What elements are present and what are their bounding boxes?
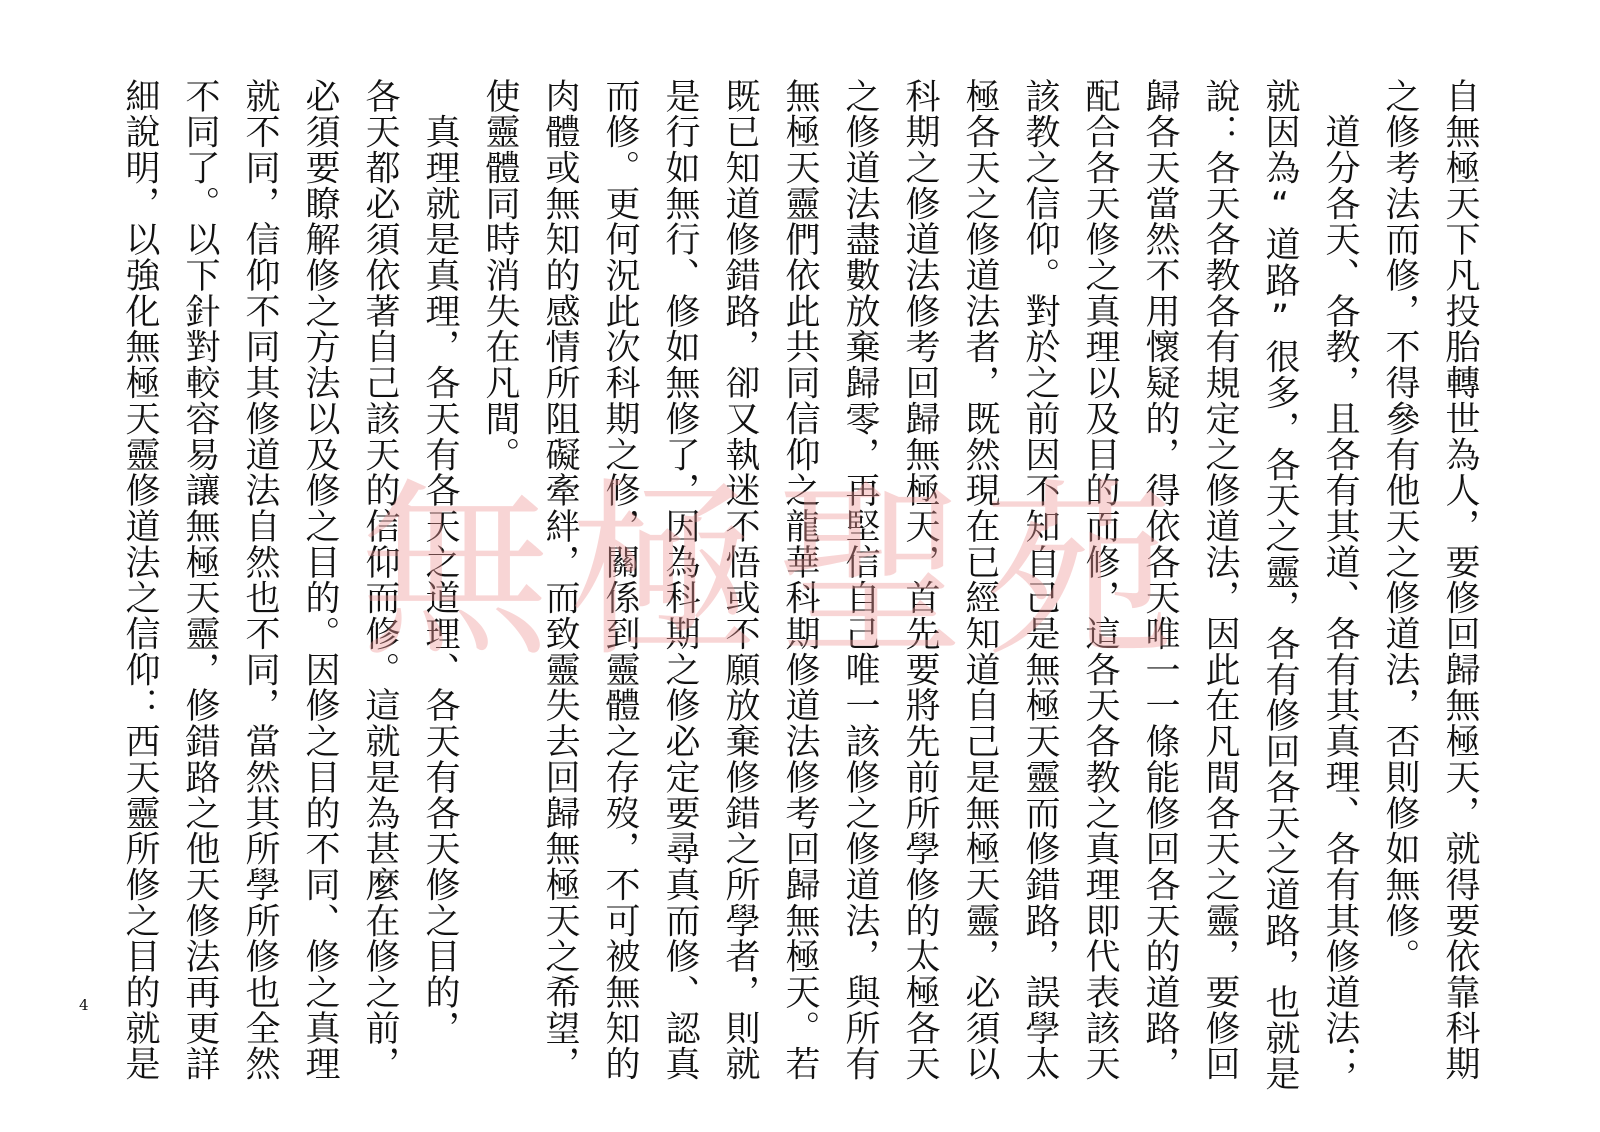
text-column: 肉體或無知的感情所阻礙牽絆，而致靈失去回歸無極天之希望， — [540, 78, 580, 1082]
text-column: 之修道法盡數放棄歸零，再堅信自己唯一該修之修道法，與所有 — [840, 78, 880, 1082]
text-column: 道分各天、各教，且各有其道、各有其真理、各有其修道法； — [1320, 78, 1360, 1082]
text-column: 該教之信仰。對於之前因不知自己是無極天靈而修錯路，誤學太 — [1020, 78, 1060, 1082]
text-column: 說：各天各教各有規定之修道法，因此在凡間各天之靈，要修回 — [1200, 78, 1240, 1082]
page-number: 4 — [79, 996, 89, 1014]
text-column: 配合各天修之真理以及目的而修，這各天各教之真理即代表該天 — [1080, 78, 1120, 1082]
text-column: 極各天之修道法者，既然現在已經知道自己是無極天靈，必須以 — [960, 78, 1000, 1082]
text-column: 是行如無行、修如無修了，因為科期之修必定要尋真而修、認真 — [660, 78, 700, 1082]
vertical-body-text — [110, 78, 1490, 1092]
text-column: 使靈體同時消失在凡間。 — [480, 78, 520, 473]
text-column: 之修考法而修，不得參有他天之修道法，否則修如無修。 — [1380, 78, 1420, 975]
watermark-stamp: 無極聖苑 — [360, 462, 1193, 683]
text-column: 自無極天下凡投胎轉世為人，要修回歸無極天，就得要依靠科期 — [1440, 78, 1480, 1082]
text-column: 無極天靈們依此共同信仰之龍華科期修道法修考回歸無極天。若 — [780, 78, 820, 1082]
text-column: 真理就是真理，各天有各天之道理、各天有各天修之目的， — [420, 78, 460, 1046]
text-column: 必須要瞭解修之方法以及修之目的。因修之目的不同、修之真理 — [300, 78, 340, 1082]
text-column: 就因為“道路”很多，各天之靈，各有修回各天之道路，也就是 — [1260, 78, 1300, 1092]
text-column: 就不同，信仰不同其修道法自然也不同，當然其所學所修也全然 — [240, 78, 280, 1082]
text-column: 歸各天當然不用懷疑的，得依各天唯一一條能修回各天的道路， — [1140, 78, 1180, 1082]
text-column: 不同了。以下針對較容易讓無極天靈，修錯路之他天修法再更詳 — [180, 78, 220, 1082]
text-column: 科期之修道法修考回歸無極天，首先要將先前所學修的太極各天 — [900, 78, 940, 1082]
text-column: 各天都必須依著自己該天的信仰而修。這就是為甚麼在修之前， — [360, 78, 400, 1082]
text-column: 而修。更何況此次科期之修，關係到靈體之存歿，不可被無知的 — [600, 78, 640, 1082]
text-column: 細說明，以強化無極天靈修道法之信仰：西天靈所修之目的就是 — [120, 78, 160, 1082]
text-column: 既已知道修錯路，卻又執迷不悟或不願放棄修錯之所學者，則就 — [720, 78, 760, 1082]
